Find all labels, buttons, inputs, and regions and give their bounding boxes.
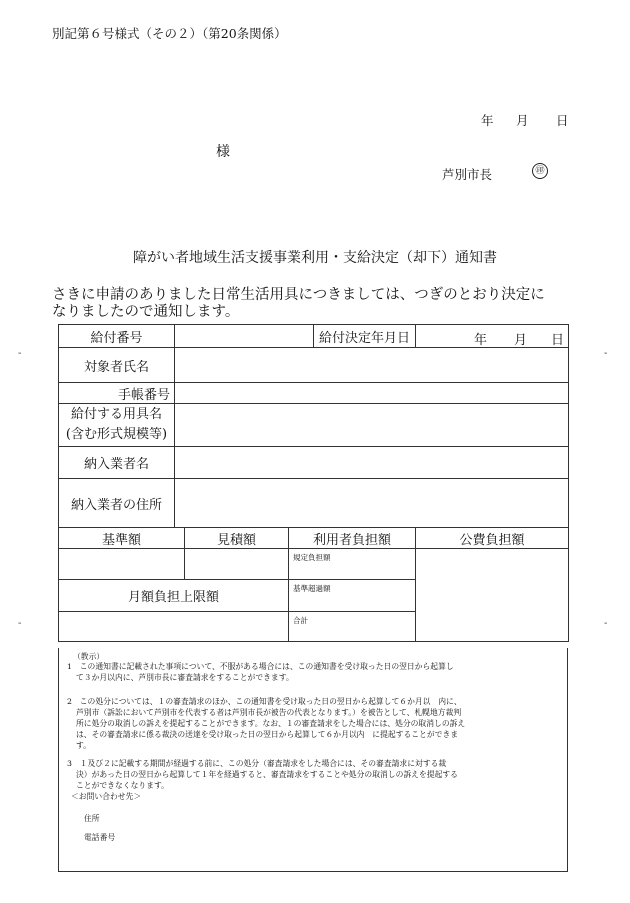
decision-date-year: 年 <box>474 333 488 348</box>
vendor-name-value <box>175 447 569 479</box>
intro-paragraph <box>52 287 572 321</box>
public-burden-value <box>416 549 569 642</box>
vendor-address-value <box>175 479 569 528</box>
benefit-number-label: 給付番号 <box>59 325 175 348</box>
margin-mark: - <box>18 348 22 359</box>
prescribed-burden-label: 規定負担額 <box>289 549 416 580</box>
instructions-section <box>58 648 568 872</box>
decision-date-value <box>416 325 569 348</box>
instruction-1-line: 1 この通知書に記載された事項について、不服がある場合には、この通知書を受け取った日の翌日から起算し <box>67 662 454 671</box>
instructions-header: （教示） <box>73 652 105 661</box>
instruction-3-line: ことができなくなります。 <box>76 781 169 790</box>
public-burden-header: 公費負担額 <box>416 528 569 549</box>
vendor-name-label: 納入業者名 <box>59 447 175 479</box>
issuer-name: 芦別市長 <box>442 167 493 182</box>
date-day-label: 日 <box>556 113 569 128</box>
margin-mark: - <box>18 618 22 629</box>
monthly-cap-label: 月額負担上限額 <box>59 580 289 612</box>
estimate-amount-header: 見積額 <box>185 528 289 549</box>
instruction-2-line: は、その審査請求に係る裁決の送達を受け取った日の翌日から起算して６か月以内 に提起することができま <box>76 730 459 739</box>
instruction-2-line: 所に処分の取消しの訴えを提起することができます。なお、１の審査請求をした場合には、処分の取消しの訴え <box>76 719 466 728</box>
decision-table <box>58 324 569 642</box>
intro-line: さきに申請のありました日常生活用具につきましては、つぎのとおり決定に <box>52 287 545 303</box>
instruction-1-line: て３か月以内に、芦別市長に審査請求をすることができます。 <box>76 673 294 682</box>
seal-mark: ㊞ <box>532 163 548 179</box>
estimate-amount-value <box>185 549 289 580</box>
instruction-2-line: す。 <box>76 741 91 750</box>
contact-address-label: 住所 <box>84 814 100 823</box>
monthly-cap-value <box>59 612 289 642</box>
item-name-line: (含む形式規模等) <box>65 427 168 442</box>
item-name-label <box>59 404 175 447</box>
instruction-3-line: 3 １及び２に記載する期間が経過する前に、この処分（審査請求をした場合には、その審査請求に対する裁 <box>67 759 447 768</box>
excess-over-standard-label: 基準超過額 <box>289 580 416 612</box>
addressee-suffix: 様 <box>216 144 230 160</box>
decision-date-label: 給付決定年月日 <box>314 325 416 348</box>
margin-mark: - <box>604 618 608 629</box>
item-name-value <box>175 404 569 447</box>
margin-mark: - <box>604 348 608 359</box>
item-name-line: 給付する用具名 <box>70 407 162 422</box>
intro-line: なりましたので通知します。 <box>52 304 240 320</box>
standard-amount-value <box>59 549 185 580</box>
handbook-number-value <box>175 383 569 404</box>
document-title: 障がい者地域生活支援事業利用・支給決定（却下）通知書 <box>133 250 497 266</box>
standard-amount-header: 基準額 <box>59 528 185 549</box>
date-month-label: 月 <box>516 113 529 128</box>
contact-header: ＜お問い合わせ先＞ <box>71 792 142 801</box>
vendor-address-label: 納入業者の住所 <box>59 479 175 528</box>
form-number-label: 別記第６号様式（その２）（第20条関係） <box>52 26 287 41</box>
decision-date-day: 日 <box>551 333 565 348</box>
contact-phone-label: 電話番号 <box>84 833 116 842</box>
recipient-name-value <box>175 348 569 383</box>
instruction-2-line: 2 この処分については、１の審査請求のほか、この通知書を受け取った日の翌日から起算して６か月以 内に、 <box>67 697 462 706</box>
user-burden-header: 利用者負担額 <box>289 528 416 549</box>
recipient-name-label: 対象者氏名 <box>59 348 175 383</box>
handbook-number-label: 手帳番号 <box>59 383 175 404</box>
decision-date-month: 月 <box>514 333 528 348</box>
instruction-2-line: 芦別市（訴訟において芦別市を代表する者は芦別市長が被告の代表となります。）を被告として、札幌地方裁判 <box>76 708 462 717</box>
benefit-number-value <box>175 325 314 348</box>
date-year-label: 年 <box>481 113 494 128</box>
total-label: 合計 <box>289 612 416 642</box>
instruction-3-line: 決）があった日の翌日から起算して１年を経過すると、審査請求をすることや処分の取消しの訴えを提起する <box>76 770 458 779</box>
